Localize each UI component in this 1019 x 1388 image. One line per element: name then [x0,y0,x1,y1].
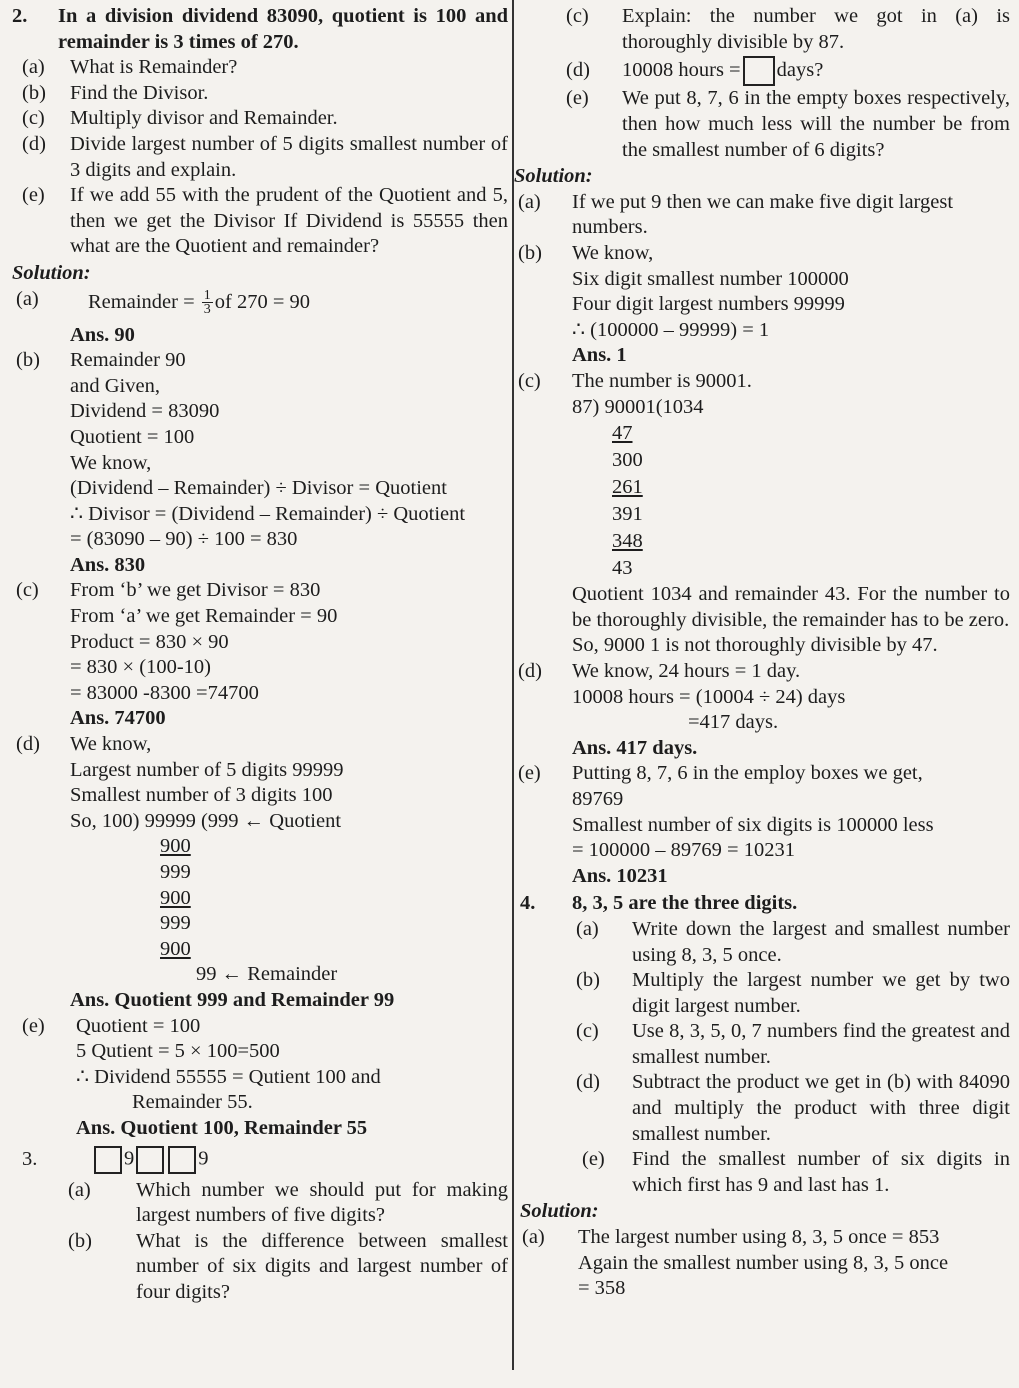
q2-c-answer: Ans. 74700 [70,707,166,730]
left-column [12,4,508,1306]
q3-solution-heading: Solution: [514,165,593,188]
q2-header [12,4,508,55]
empty-box [136,1146,164,1174]
q2-solution-heading: Solution: [12,261,91,284]
q4-option-e: (e) Find the smallest number of six digits in which first has 9 and last has 1. [582,1148,1010,1196]
q2-solution-e: (e) Quotient = 100 5 Qutient = 5 × 100=500 ∴ Dividend 55555 = Qutient 100 and Remainder 55. Ans. Quotient 100, Remainder 55 [12,1014,508,1142]
q4-number: 4. [520,892,536,915]
q2-option-d: (d) Divide largest number of 5 digits smallest number of 3 digits and explain. [22,132,508,181]
q2-option-e: (e) If we add 55 with the prudent of the Quotient and 5, then we get the Divisor If Dividend is 55555 then what are the Quotient and remainder? [22,184,508,258]
q4-option-d: (d) Subtract the product we get in (b) with 84090 and multiply the product with three digit smallest number. [576,1071,1010,1145]
q3-digit-pattern: 9 9 [92,1146,209,1174]
q3-solution-c: (c) The number is 90001. 87) 90001(1034 47 300 261 391 348 43 Quotient 1034 and remainder 43. For the number to be thoroughly divisible, the remainder has to be zero. So, 9000 1 is not thoroughly divisible by 47. [518,370,1010,657]
q3-header [12,1146,508,1174]
q2-title: In a division dividend 83090, quotient is 100 and remainder is 3 times of 270. [58,5,508,53]
q3-option-e: (e) We put 8, 7, 6 in the empty boxes respectively, then how much less will the number be from the smallest number of 6 digits? [566,87,1010,161]
division-work: 900 999 900 999 900 99 ← Remainder [160,835,338,986]
q4-solution-heading: Solution: [520,1200,599,1223]
q3-solution-d: (d) We know, 24 hours = 1 day. 10008 hours = (10004 ÷ 24) days =417 days. Ans. 417 days. [514,659,1010,761]
q2-solution-a: (a) Remainder = $\frac{1}{3}$ of 270 = 90 [16,287,311,318]
q3-option-c: (c) Explain: the number we got in (a) is thoroughly divisible by 87. [566,5,1010,53]
q4-option-a: (a) Write down the largest and smallest number using 8, 3, 5 once. [576,917,1010,966]
q2-number: 2. [12,5,28,27]
q4-header [514,891,1010,917]
q4-option-c: (c) Use 8, 3, 5, 0, 7 numbers find the greatest and smallest number. [576,1020,1010,1068]
q2-solution-c: (c) From ‘b’ we get Divisor = 830 From ‘a’ we get Remainder = 90 Product = 830 × 90 = 830 × (100-10) = 83000 -8300 =74700 Ans. 74700 [12,578,508,732]
q2-e-answer: Ans. Quotient 100, Remainder 55 [76,1116,368,1139]
q3-b-answer: Ans. 1 [572,344,627,367]
q2-option-b: (b) Find the Divisor. [22,81,209,104]
q4-option-b: (b) Multiply the largest number we get by two digit largest number. [576,969,1010,1017]
right-column [514,4,1010,1302]
q2-d-answer: Ans. Quotient 999 and Remainder 99 [70,988,395,1011]
q3-option-a: (a) Which number we should put for making largest numbers of five digits? [68,1178,508,1227]
q3-e-answer: Ans. 10231 [572,864,668,887]
q3-solution-a: (a) If we put 9 then we can make five digit largest numbers. [518,190,954,239]
q2-a-answer: Ans. 90 [70,323,135,346]
empty-box [743,56,775,86]
q2-solution-b: (b) Remainder 90 and Given, Dividend = 83090 Quotient = 100 We know, (Dividend – Remainder) ÷ Divisor = Quotient ∴ Divisor = (Dividend – Remainder) ÷ Quotient = (83090 – 90) ÷ 100 = 830 Ans. 830 [12,348,508,578]
q3-solution-b: (b) We know, Six digit smallest number 100000 Four digit largest numbers 99999 ∴ (100000 – 99999) = 1 Ans. 1 [514,241,1010,369]
q3-option-b: (b) What is the difference between smallest number of six digits and largest number of four digits? [68,1229,508,1303]
q2-solution-d: (d) We know, Largest number of 5 digits 99999 Smallest number of 3 digits 100 So, 100) 99999 (999 ← Quotient 900 999 900 999 900 99 ← Remainder Ans. Quotient 999 and Remainder 99 [12,732,508,1014]
q3-d-answer: Ans. 417 days. [572,736,698,759]
empty-box [94,1146,122,1174]
q2-b-answer: Ans. 830 [70,553,146,576]
q2-option-a: (a) What is Remainder? [22,56,238,79]
q3-option-d: (d) 10008 hours = days? [514,55,1010,86]
q3-solution-e: (e) Putting 8, 7, 6 in the employ boxes we get, 89769 Smallest number of six digits is 100000 less = 100000 – 89769 = 10231 Ans. 10231 [514,761,1010,889]
q4-solution-a: (a) The largest number using 8, 3, 5 once = 853 Again the smallest number using 8, 3, 5 once = 358 [522,1226,949,1300]
q4-title: 8, 3, 5 are the three digits. [572,892,798,915]
q2-option-c: (c) Multiply divisor and Remainder. [22,107,338,130]
q3-number: 3. [22,1147,38,1170]
one-third-fraction: $\frac{1}{3}$ [203,288,211,318]
division-work: 47 300 261 391 348 43 [612,422,643,580]
empty-box [168,1146,196,1174]
